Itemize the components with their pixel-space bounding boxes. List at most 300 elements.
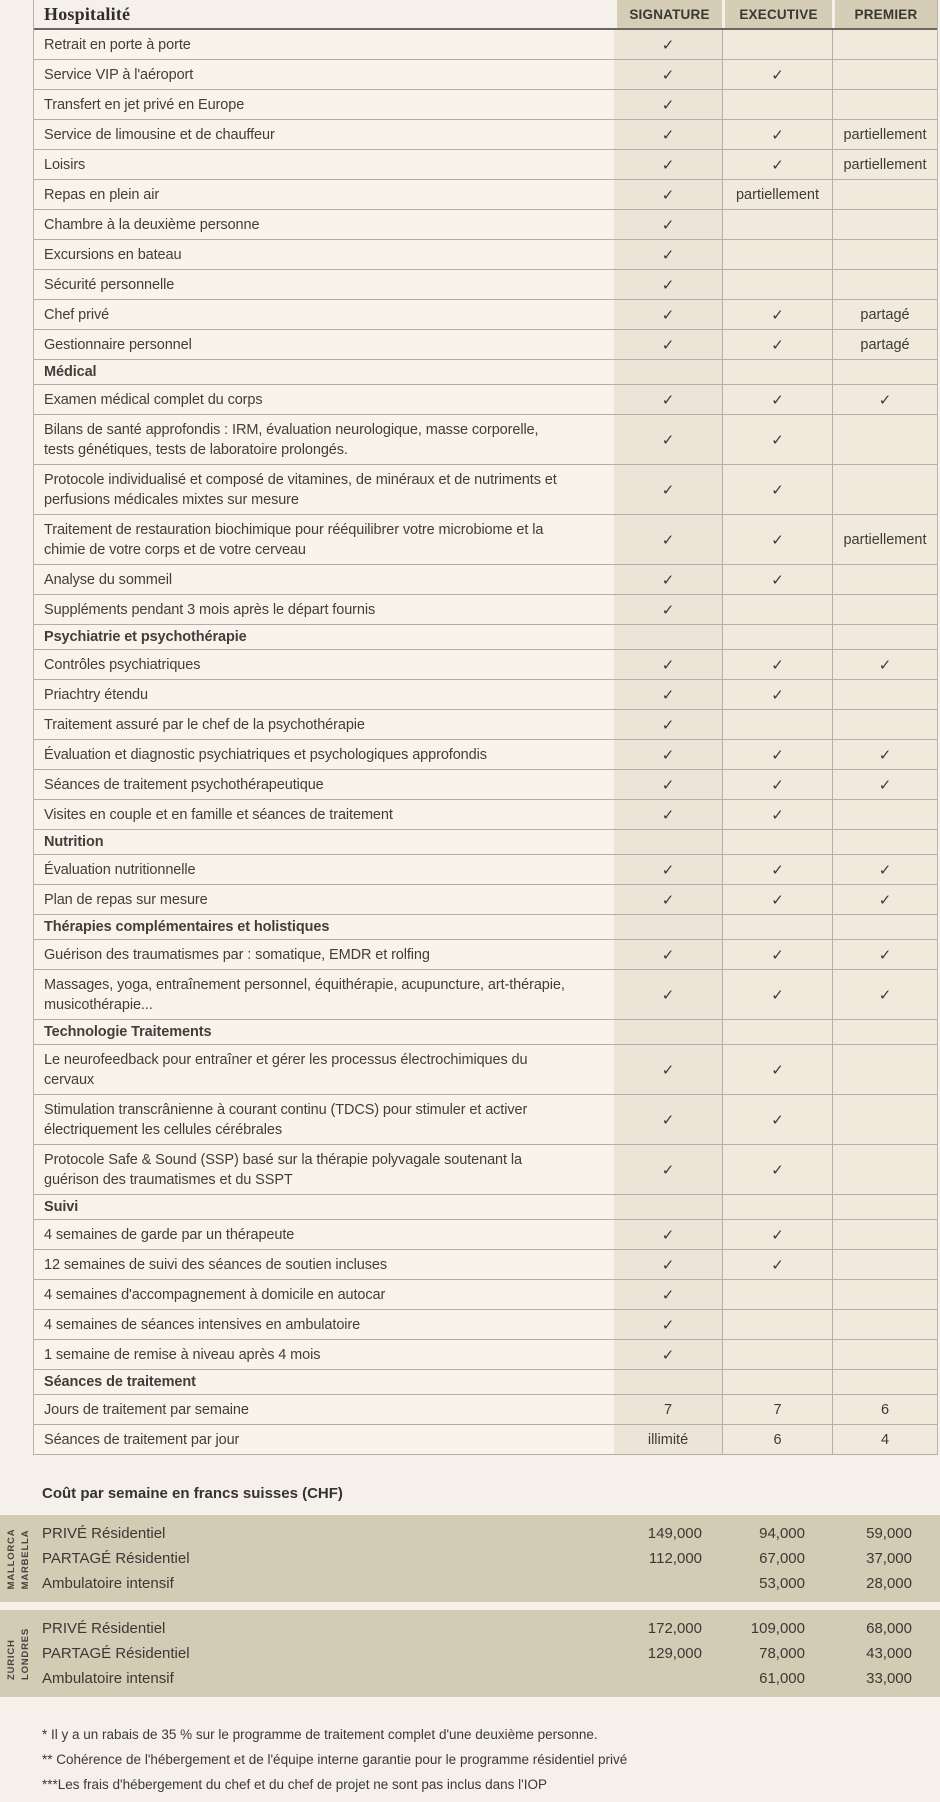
location-line: MALLORCA	[6, 1528, 17, 1589]
row-value	[832, 915, 937, 939]
row-label: Séances de traitement par jour	[34, 1425, 614, 1454]
table-row	[34, 650, 937, 680]
row-value	[722, 1095, 832, 1144]
row-value	[832, 710, 937, 739]
row-label: Bilans de santé approfondis : IRM, évaluation neurologique, masse corporelle, tests génétiques, tests de laboratoire prolongés.	[34, 415, 614, 464]
row-value	[722, 1310, 832, 1339]
pricing-row-label: PARTAGÉ Résidentiel	[42, 1550, 190, 1567]
table-row	[34, 1145, 937, 1195]
row-label: 4 semaines d'accompagnement à domicile en autocar	[34, 1280, 614, 1309]
row-label: Séances de traitement psychothérapeutique	[34, 770, 614, 799]
column-header-signature: SIGNATURE	[614, 0, 722, 28]
table-row	[34, 1280, 937, 1310]
pricing-location-label	[5, 1528, 32, 1589]
check-icon: ✓	[771, 391, 784, 409]
row-label: Priachtry étendu	[34, 680, 614, 709]
row-label: Évaluation et diagnostic psychiatriques et psychologiques approfondis	[34, 740, 614, 769]
table-row	[34, 180, 937, 210]
check-icon: ✓	[771, 1061, 784, 1079]
table-row	[34, 465, 937, 515]
pricing-value: 28,000	[866, 1575, 912, 1592]
check-icon: ✓	[878, 861, 892, 879]
row-label: Contrôles psychiatriques	[34, 650, 614, 679]
section-header-row	[34, 915, 937, 940]
check-icon: ✓	[771, 1226, 784, 1244]
section-header-row	[34, 360, 937, 385]
check-icon: ✓	[878, 891, 892, 909]
row-value	[614, 940, 722, 969]
table-row	[34, 565, 937, 595]
table-row	[34, 940, 937, 970]
row-value	[722, 120, 832, 149]
comparison-table	[33, 0, 938, 1455]
check-icon: ✓	[771, 986, 784, 1004]
row-value	[722, 150, 832, 179]
check-icon: ✓	[661, 126, 675, 144]
check-icon: ✓	[878, 946, 892, 964]
row-value	[722, 970, 832, 1019]
row-value	[722, 565, 832, 594]
check-icon: ✓	[661, 216, 675, 234]
section-header-row	[34, 1020, 937, 1045]
row-value	[832, 940, 937, 969]
table-row	[34, 800, 937, 830]
row-value	[722, 625, 832, 649]
check-icon: ✓	[661, 1111, 675, 1129]
check-icon: ✓	[771, 891, 784, 909]
check-icon: ✓	[661, 946, 675, 964]
row-value	[832, 830, 937, 854]
check-icon: ✓	[771, 531, 784, 549]
check-icon: ✓	[661, 391, 675, 409]
pricing-value: 68,000	[866, 1620, 912, 1637]
row-value	[722, 60, 832, 89]
row-label: Chambre à la deuxième personne	[34, 210, 614, 239]
check-icon: ✓	[771, 746, 784, 764]
row-value	[832, 1145, 937, 1194]
row-value	[722, 415, 832, 464]
row-value	[614, 515, 722, 564]
row-label: Analyse du sommeil	[34, 565, 614, 594]
pricing-value: 33,000	[866, 1670, 912, 1687]
row-label: 4 semaines de séances intensives en ambulatoire	[34, 1310, 614, 1339]
row-value	[832, 650, 937, 679]
row-value	[722, 240, 832, 269]
section-title: Psychiatrie et psychothérapie	[34, 625, 614, 649]
pricing-row-label: PARTAGÉ Résidentiel	[42, 1645, 190, 1662]
table-row	[34, 150, 937, 180]
pricing-band-zurich-londres	[0, 1610, 940, 1697]
row-value	[832, 970, 937, 1019]
row-value	[614, 1280, 722, 1309]
table-row	[34, 1395, 937, 1425]
row-label: Examen médical complet du corps	[34, 385, 614, 414]
row-value	[614, 90, 722, 119]
table-row	[34, 90, 937, 120]
table-row	[34, 1425, 937, 1455]
check-icon: ✓	[878, 656, 892, 674]
row-value: partiellement	[832, 150, 937, 179]
section-title: Médical	[34, 360, 614, 384]
check-icon: ✓	[771, 126, 784, 144]
row-value	[614, 595, 722, 624]
row-value	[614, 1310, 722, 1339]
row-value	[832, 1045, 937, 1094]
pricing-row-label: Ambulatoire intensif	[42, 1575, 174, 1592]
row-label: Jours de traitement par semaine	[34, 1395, 614, 1424]
pricing-row	[0, 1546, 940, 1571]
row-value: partagé	[832, 330, 937, 359]
pricing-value: 61,000	[759, 1670, 805, 1687]
row-value	[722, 740, 832, 769]
check-icon: ✓	[771, 571, 784, 589]
row-value	[614, 270, 722, 299]
row-value: partiellement	[832, 120, 937, 149]
table-header-row	[34, 0, 937, 30]
row-value	[614, 680, 722, 709]
row-value	[614, 120, 722, 149]
row-value	[722, 680, 832, 709]
table-row	[34, 330, 937, 360]
row-label: Retrait en porte à porte	[34, 30, 614, 59]
row-value	[614, 710, 722, 739]
row-value	[832, 180, 937, 209]
check-icon: ✓	[661, 431, 675, 449]
row-label: Évaluation nutritionnelle	[34, 855, 614, 884]
row-label: 1 semaine de remise à niveau après 4 mois	[34, 1340, 614, 1369]
check-icon: ✓	[661, 276, 675, 294]
row-value	[722, 885, 832, 914]
row-value	[832, 1280, 937, 1309]
check-icon: ✓	[878, 746, 892, 764]
check-icon: ✓	[771, 806, 784, 824]
row-value	[614, 1045, 722, 1094]
row-value	[614, 915, 722, 939]
check-icon: ✓	[661, 96, 675, 114]
row-value: 6	[722, 1425, 832, 1454]
row-value	[614, 800, 722, 829]
pricing-row-label: Ambulatoire intensif	[42, 1670, 174, 1687]
check-icon: ✓	[771, 686, 784, 704]
check-icon: ✓	[771, 946, 784, 964]
row-value	[832, 1095, 937, 1144]
row-value	[722, 650, 832, 679]
table-row	[34, 120, 937, 150]
row-value: partiellement	[832, 515, 937, 564]
row-value	[722, 1045, 832, 1094]
row-value	[722, 30, 832, 59]
row-label: Service de limousine et de chauffeur	[34, 120, 614, 149]
check-icon: ✓	[661, 306, 675, 324]
row-value	[614, 240, 722, 269]
pricing-heading: Coût par semaine en francs suisses (CHF)	[42, 1485, 343, 1502]
row-value	[614, 180, 722, 209]
check-icon: ✓	[661, 1346, 675, 1364]
row-value	[832, 90, 937, 119]
pricing-value	[584, 1666, 725, 1691]
row-value	[832, 1370, 937, 1394]
check-icon: ✓	[661, 1316, 675, 1334]
row-value	[832, 465, 937, 514]
section-title: Nutrition	[34, 830, 614, 854]
row-value	[614, 1145, 722, 1194]
check-icon: ✓	[771, 776, 784, 794]
table-row	[34, 240, 937, 270]
table-row	[34, 770, 937, 800]
row-value	[614, 1340, 722, 1369]
check-icon: ✓	[661, 336, 675, 354]
pricing-row	[0, 1641, 940, 1666]
row-value	[832, 210, 937, 239]
row-value: 7	[722, 1395, 832, 1424]
row-label: 4 semaines de garde par un thérapeute	[34, 1220, 614, 1249]
row-value	[722, 1195, 832, 1219]
pricing-value: 129,000	[647, 1645, 702, 1662]
row-label: Protocole Safe & Sound (SSP) basé sur la thérapie polyvagale soutenant la guérison des traumatismes et du SSPT	[34, 1145, 614, 1194]
row-value	[722, 515, 832, 564]
pricing-value: 37,000	[866, 1550, 912, 1567]
row-label: Service VIP à l'aéroport	[34, 60, 614, 89]
check-icon: ✓	[661, 746, 675, 764]
row-value	[832, 30, 937, 59]
check-icon: ✓	[661, 891, 675, 909]
row-value	[722, 1370, 832, 1394]
row-label: Guérison des traumatismes par : somatique, EMDR et rolfing	[34, 940, 614, 969]
check-icon: ✓	[771, 1111, 784, 1129]
table-row	[34, 885, 937, 915]
row-value	[722, 90, 832, 119]
check-icon: ✓	[661, 571, 675, 589]
row-value	[722, 855, 832, 884]
row-value	[832, 240, 937, 269]
table-row	[34, 270, 937, 300]
table-row	[34, 855, 937, 885]
pricing-row	[0, 1616, 940, 1641]
row-value	[832, 565, 937, 594]
row-value	[722, 1250, 832, 1279]
pricing-row-label: PRIVÉ Résidentiel	[42, 1525, 166, 1542]
row-value	[832, 60, 937, 89]
location-line: LONDRES	[20, 1627, 31, 1680]
row-value: 7	[614, 1395, 722, 1424]
check-icon: ✓	[661, 246, 675, 264]
row-label: Transfert en jet privé en Europe	[34, 90, 614, 119]
table-row	[34, 1340, 937, 1370]
row-value: illimité	[614, 1425, 722, 1454]
row-value: 6	[832, 1395, 937, 1424]
check-icon: ✓	[661, 601, 675, 619]
row-value	[832, 770, 937, 799]
table-row	[34, 680, 937, 710]
check-icon: ✓	[771, 156, 784, 174]
check-icon: ✓	[661, 36, 675, 54]
row-value	[722, 1220, 832, 1249]
pricing-value: 67,000	[759, 1550, 805, 1567]
table-row	[34, 970, 937, 1020]
row-label: Plan de repas sur mesure	[34, 885, 614, 914]
row-label: Suppléments pendant 3 mois après le départ fournis	[34, 595, 614, 624]
row-value	[614, 360, 722, 384]
section-title: Thérapies complémentaires et holistiques	[34, 915, 614, 939]
row-value	[614, 970, 722, 1019]
footnote: ** Cohérence de l'hébergement et de l'équipe interne garantie pour le programme résidentiel privé	[42, 1752, 628, 1767]
row-label: Le neurofeedback pour entraîner et gérer les processus électrochimiques du cervaux	[34, 1045, 614, 1094]
check-icon: ✓	[771, 1161, 784, 1179]
table-row	[34, 740, 937, 770]
row-value	[832, 625, 937, 649]
check-icon: ✓	[661, 531, 675, 549]
row-value	[832, 1220, 937, 1249]
row-value	[614, 855, 722, 884]
check-icon: ✓	[771, 336, 784, 354]
table-row	[34, 415, 937, 465]
row-value	[832, 270, 937, 299]
pricing-row	[0, 1521, 940, 1546]
location-line: MARBELLA	[20, 1529, 31, 1589]
pricing-row	[0, 1571, 940, 1596]
pricing-location-label	[5, 1627, 32, 1679]
row-value	[722, 830, 832, 854]
row-value	[832, 1310, 937, 1339]
check-icon: ✓	[661, 156, 675, 174]
pricing-value: 59,000	[866, 1525, 912, 1542]
table-row	[34, 300, 937, 330]
row-label: Chef privé	[34, 300, 614, 329]
row-value	[722, 1340, 832, 1369]
row-label: Visites en couple et en famille et séances de traitement	[34, 800, 614, 829]
section-title: Suivi	[34, 1195, 614, 1219]
row-label: Massages, yoga, entraînement personnel, équithérapie, acupuncture, art-thérapie, musicothérapie...	[34, 970, 614, 1019]
table-row	[34, 1095, 937, 1145]
pricing-value: 94,000	[759, 1525, 805, 1542]
row-label: Protocole individualisé et composé de vitamines, de minéraux et de nutriments et perfusions médicales mixtes sur mesure	[34, 465, 614, 514]
row-value	[614, 465, 722, 514]
check-icon: ✓	[661, 656, 675, 674]
row-value	[832, 885, 937, 914]
table-title: Hospitalité	[44, 3, 131, 24]
row-value	[722, 1145, 832, 1194]
pricing-value: 43,000	[866, 1645, 912, 1662]
row-value	[614, 740, 722, 769]
row-label: Stimulation transcrânienne à courant continu (TDCS) pour stimuler et activer électriquement les cellules cérébrales	[34, 1095, 614, 1144]
check-icon: ✓	[661, 776, 675, 794]
row-value	[832, 855, 937, 884]
check-icon: ✓	[771, 66, 784, 84]
check-icon: ✓	[661, 66, 675, 84]
pricing-value: 172,000	[647, 1620, 702, 1637]
row-value	[832, 680, 937, 709]
row-value	[832, 415, 937, 464]
check-icon: ✓	[771, 481, 784, 499]
row-label: Loisirs	[34, 150, 614, 179]
pricing-value	[584, 1571, 725, 1596]
row-label: Excursions en bateau	[34, 240, 614, 269]
row-value	[614, 150, 722, 179]
table-row	[34, 1045, 937, 1095]
check-icon: ✓	[661, 1286, 675, 1304]
section-header-row	[34, 830, 937, 855]
check-icon: ✓	[661, 716, 675, 734]
row-value	[614, 415, 722, 464]
table-row	[34, 1220, 937, 1250]
row-value	[614, 1195, 722, 1219]
footnote: * Il y a un rabais de 35 % sur le programme de traitement complet d'une deuxième personne.	[42, 1727, 598, 1742]
section-header-row	[34, 1370, 937, 1395]
table-row	[34, 1250, 937, 1280]
check-icon: ✓	[878, 776, 892, 794]
row-value	[614, 770, 722, 799]
row-value	[832, 1195, 937, 1219]
check-icon: ✓	[661, 861, 675, 879]
row-value	[614, 1220, 722, 1249]
row-value	[832, 800, 937, 829]
check-icon: ✓	[661, 1061, 675, 1079]
row-value	[614, 650, 722, 679]
table-row	[34, 515, 937, 565]
table-row	[34, 210, 937, 240]
check-icon: ✓	[661, 1226, 675, 1244]
row-value	[722, 940, 832, 969]
footnotes	[42, 1727, 880, 1793]
table-row	[34, 60, 937, 90]
row-value	[722, 595, 832, 624]
row-value	[722, 1020, 832, 1044]
row-label: Gestionnaire personnel	[34, 330, 614, 359]
pricing-value: 149,000	[647, 1525, 702, 1542]
row-value	[614, 1020, 722, 1044]
pricing-section	[0, 1485, 940, 1697]
row-value: 4	[832, 1425, 937, 1454]
row-value	[832, 1020, 937, 1044]
row-value	[832, 595, 937, 624]
table-body	[34, 30, 937, 1455]
row-value	[722, 300, 832, 329]
pricing-value: 112,000	[648, 1550, 702, 1567]
check-icon: ✓	[771, 861, 784, 879]
check-icon: ✓	[771, 306, 784, 324]
column-header-executive: EXECUTIVE	[722, 0, 832, 28]
row-value	[832, 360, 937, 384]
check-icon: ✓	[661, 186, 675, 204]
table-row	[34, 385, 937, 415]
section-title: Séances de traitement	[34, 1370, 614, 1394]
row-value	[832, 1340, 937, 1369]
check-icon: ✓	[771, 431, 784, 449]
check-icon: ✓	[661, 986, 675, 1004]
row-value	[722, 465, 832, 514]
table-row	[34, 30, 937, 60]
check-icon: ✓	[661, 806, 675, 824]
row-value: partiellement	[722, 180, 832, 209]
pricing-row	[0, 1666, 940, 1691]
row-value	[722, 770, 832, 799]
row-value	[722, 210, 832, 239]
row-value: partagé	[832, 300, 937, 329]
table-row	[34, 1310, 937, 1340]
row-value	[722, 710, 832, 739]
pricing-band-mallorca-marbella	[0, 1515, 940, 1602]
check-icon: ✓	[878, 391, 892, 409]
pricing-row-label: PRIVÉ Résidentiel	[42, 1620, 166, 1637]
row-value	[614, 565, 722, 594]
row-value	[614, 1370, 722, 1394]
table-row	[34, 595, 937, 625]
row-value	[614, 385, 722, 414]
row-value	[614, 300, 722, 329]
row-value	[722, 915, 832, 939]
row-value	[722, 360, 832, 384]
row-value	[722, 1280, 832, 1309]
